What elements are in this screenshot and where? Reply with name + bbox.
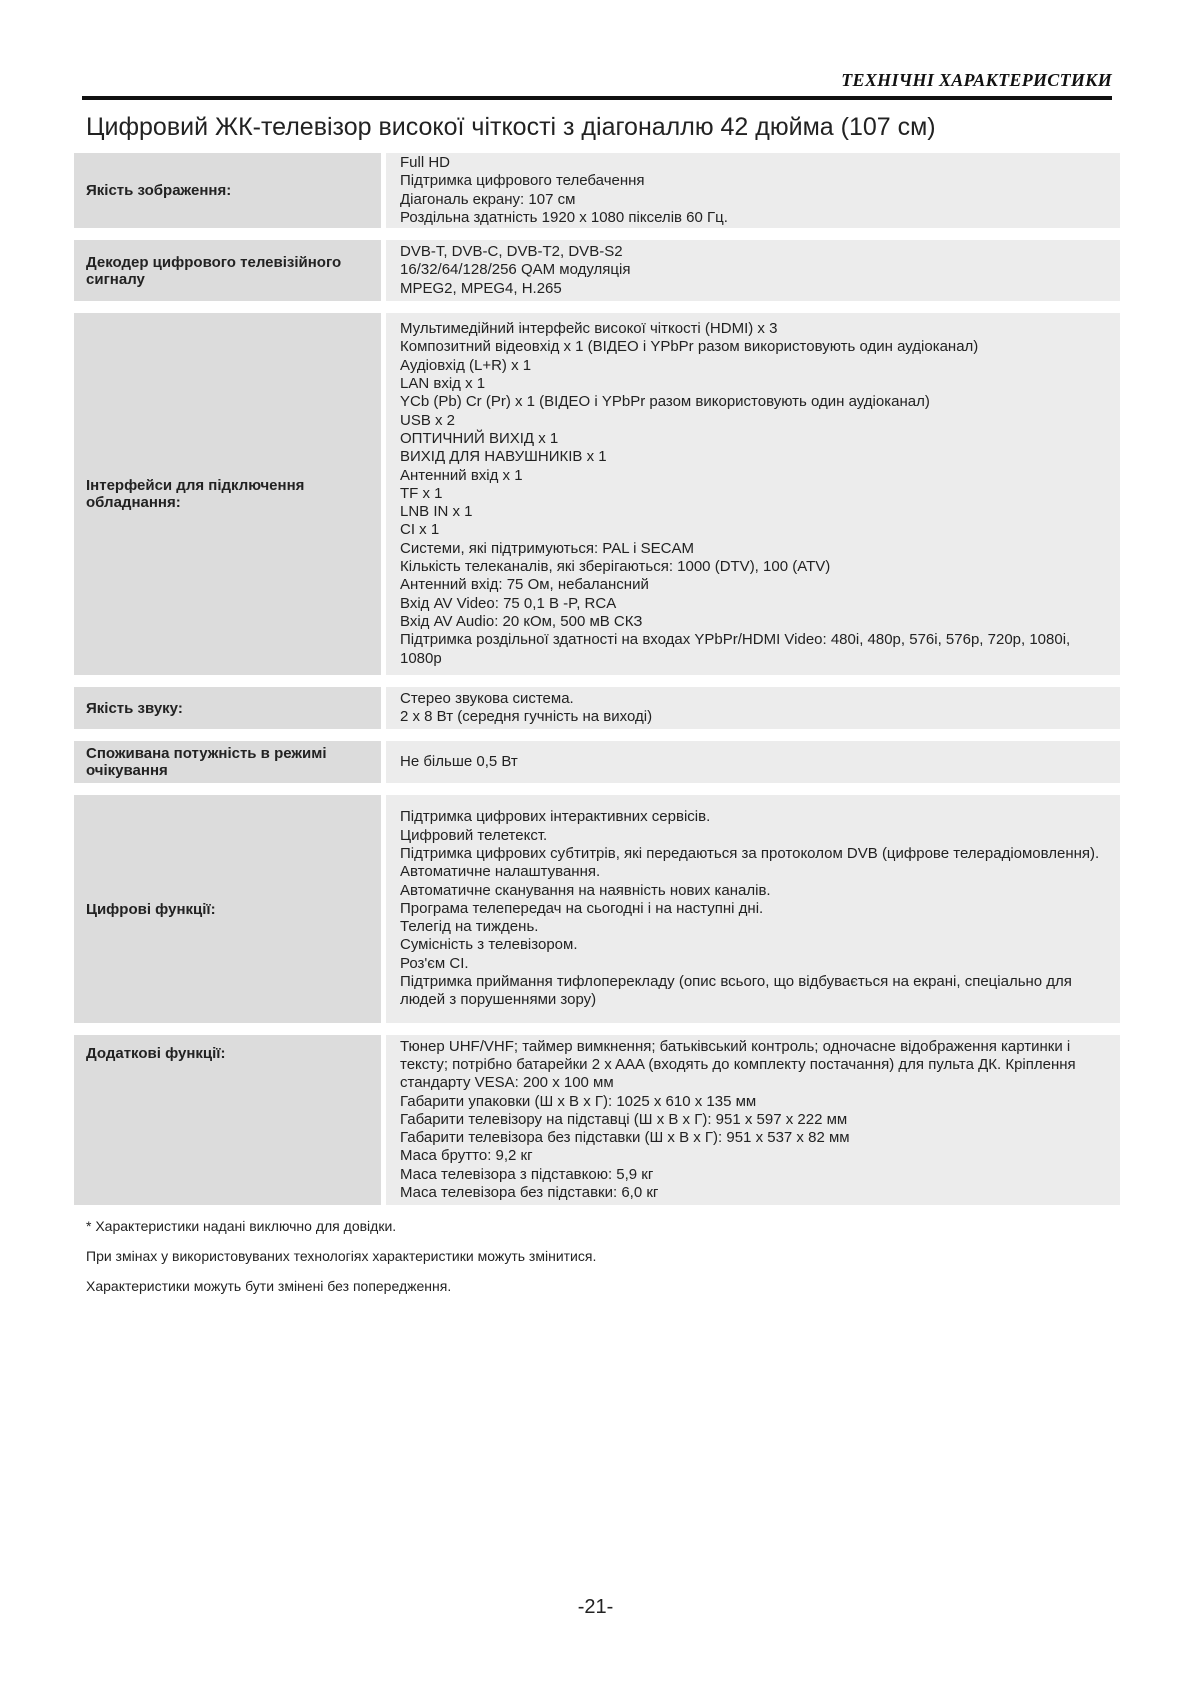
spec-value <box>386 741 1120 783</box>
spec-row-extra-functions <box>74 1035 1120 1205</box>
spec-value <box>386 240 1120 301</box>
spec-label: Додаткові функції: <box>74 1035 381 1205</box>
spec-line: TF x 1 <box>400 484 443 502</box>
spec-line: Цифровий телетекст. <box>400 826 548 844</box>
spec-line: Підтримка цифрових інтерактивних сервісів. <box>400 808 711 826</box>
section-title: ТЕХНІЧНІ ХАРАКТЕРИСТИКИ <box>841 70 1112 90</box>
spec-row-standby-power <box>74 741 1120 783</box>
spec-value <box>386 687 1120 729</box>
page-header <box>82 70 1112 100</box>
spec-line: Роз'єм CI. <box>400 954 469 972</box>
spec-label: Декодер цифрового телевізійного сигналу <box>74 240 381 301</box>
document-title: Цифровий ЖК-телевізор високої чіткості з діагоналлю 42 дюйма (107 см) <box>86 113 936 141</box>
spec-line: Маса брутто: 9,2 кг <box>400 1147 533 1165</box>
spec-row-interfaces <box>74 313 1120 675</box>
spec-line: Кількість телеканалів, які зберігаються: 1000 (DTV), 100 (ATV) <box>400 558 831 576</box>
spec-row-sound-quality <box>74 687 1120 729</box>
spec-row-picture-quality <box>74 153 1120 228</box>
spec-line: CI x 1 <box>400 521 440 539</box>
spec-table <box>74 153 1120 1217</box>
spec-line: Роздільна здатність 1920 x 1080 пікселів 60 Гц. <box>400 208 728 226</box>
spec-line: Маса телевізора без підставки: 6,0 кг <box>400 1184 659 1202</box>
spec-label: Якість зображення: <box>74 153 381 228</box>
spec-value <box>386 1035 1120 1205</box>
spec-line: Антенний вхід x 1 <box>400 466 523 484</box>
spec-line: DVB-T, DVB-C, DVB-T2, DVB-S2 <box>400 243 623 261</box>
spec-row-digital-functions <box>74 795 1120 1023</box>
spec-line: Вхід AV Video: 75 0,1 В -P, RCA <box>400 594 617 612</box>
spec-line: Тюнер UHF/VHF; таймер вимкнення; батьківський контроль; одночасне відображення картинки і тексту; потрібно батарейки 2 x AAA (входять до комплекту постачання) для пульта ДК. Кріплення стандарту VESA: 200 x 100 мм <box>400 1037 1076 1092</box>
page-number: -21- <box>577 1596 614 1618</box>
spec-line: Сумісність з телевізором. <box>400 936 578 954</box>
spec-line: Габарити телевізора без підставки (Ш x В x Г): 951 x 537 x 82 мм <box>400 1129 850 1147</box>
spec-line: 16/32/64/128/256 QAM модуляція <box>400 261 631 279</box>
spec-line: ВИХІД ДЛЯ НАВУШНИКІВ x 1 <box>400 448 607 466</box>
spec-line: Аудіовхід (L+R) x 1 <box>400 356 532 374</box>
spec-line: Автоматичне налаштування. <box>400 863 601 881</box>
spec-label: Інтерфейси для підключення обладнання: <box>74 313 381 675</box>
spec-row-decoder <box>74 240 1120 301</box>
spec-value <box>386 795 1120 1023</box>
spec-label: Якість звуку: <box>74 687 381 729</box>
spec-line: Мультимедійний інтерфейс високої чіткості (HDMI) x 3 <box>400 320 778 338</box>
spec-line: 2 x 8 Вт (середня гучність на виході) <box>400 708 653 725</box>
spec-line: Не більше 0,5 Вт <box>400 752 518 770</box>
spec-line: Діагональ екрану: 107 см <box>400 190 576 208</box>
spec-line: Full HD <box>400 153 451 171</box>
spec-line: MPEG2, MPEG4, H.265 <box>400 279 562 297</box>
spec-line: YCb (Pb) Cr (Pr) x 1 (ВІДЕО і YPbPr разом використовують один аудіоканал) <box>400 393 930 411</box>
spec-line: Підтримка роздільної здатності на входах YPbPr/HDMI Video: 480i, 480p, 576i, 576p, 720p, 1080i, 1080p <box>400 631 1071 667</box>
spec-line: Габарити телевізору на підставці (Ш x В x Г): 951 x 597 x 222 мм <box>400 1110 848 1128</box>
spec-line: Системи, які підтримуються: PAL і SECAM <box>400 539 695 557</box>
note-reference-only: * Характеристики надані виключно для довідки. <box>86 1218 397 1234</box>
spec-line: Антенний вхід: 75 Ом, небалансний <box>400 576 649 594</box>
spec-line: Автоматичне сканування на наявність нових каналів. <box>400 881 771 899</box>
spec-value <box>386 153 1120 228</box>
note-technology-changes: При змінах у використовуваних технологіях характеристики можуть змінитися. <box>86 1248 597 1264</box>
note-subject-to-change: Характеристики можуть бути змінені без попередження. <box>86 1278 452 1294</box>
spec-line: Підтримка приймання тифлоперекладу (опис всього, що відбувається на екрані, спеціально для людей з порушеннями зору) <box>400 973 1072 1009</box>
spec-line: Вхід AV Audio: 20 кОм, 500 мВ СКЗ <box>400 612 643 630</box>
spec-line: USB x 2 <box>400 411 456 429</box>
spec-line: LNB IN x 1 <box>400 503 473 521</box>
spec-value <box>386 313 1120 675</box>
spec-line: Програма телепередач на сьогодні і на наступні дні. <box>400 899 764 917</box>
spec-line: ОПТИЧНИЙ ВИХІД x 1 <box>400 429 559 447</box>
spec-line: Стерео звукова система. <box>400 689 574 707</box>
spec-line: Габарити упаковки (Ш x В x Г): 1025 x 610 x 135 мм <box>400 1092 757 1110</box>
spec-line: Маса телевізора з підставкою: 5,9 кг <box>400 1165 654 1183</box>
spec-line: Телегід на тиждень. <box>400 918 539 936</box>
spec-line: Композитний відеовхід x 1 (ВІДЕО і YPbPr разом використовують один аудіоканал) <box>400 338 979 356</box>
spec-line: Підтримка цифрового телебачення <box>400 172 645 190</box>
spec-line: LAN вхід x 1 <box>400 375 486 393</box>
spec-line: Підтримка цифрових субтитрів, які передаються за протоколом DVB (цифрове телерадіомовлення). <box>400 844 1100 862</box>
notes <box>86 1217 596 1307</box>
spec-label: Споживана потужність в режимі очікування <box>74 741 381 783</box>
spec-label: Цифрові функції: <box>74 795 381 1023</box>
